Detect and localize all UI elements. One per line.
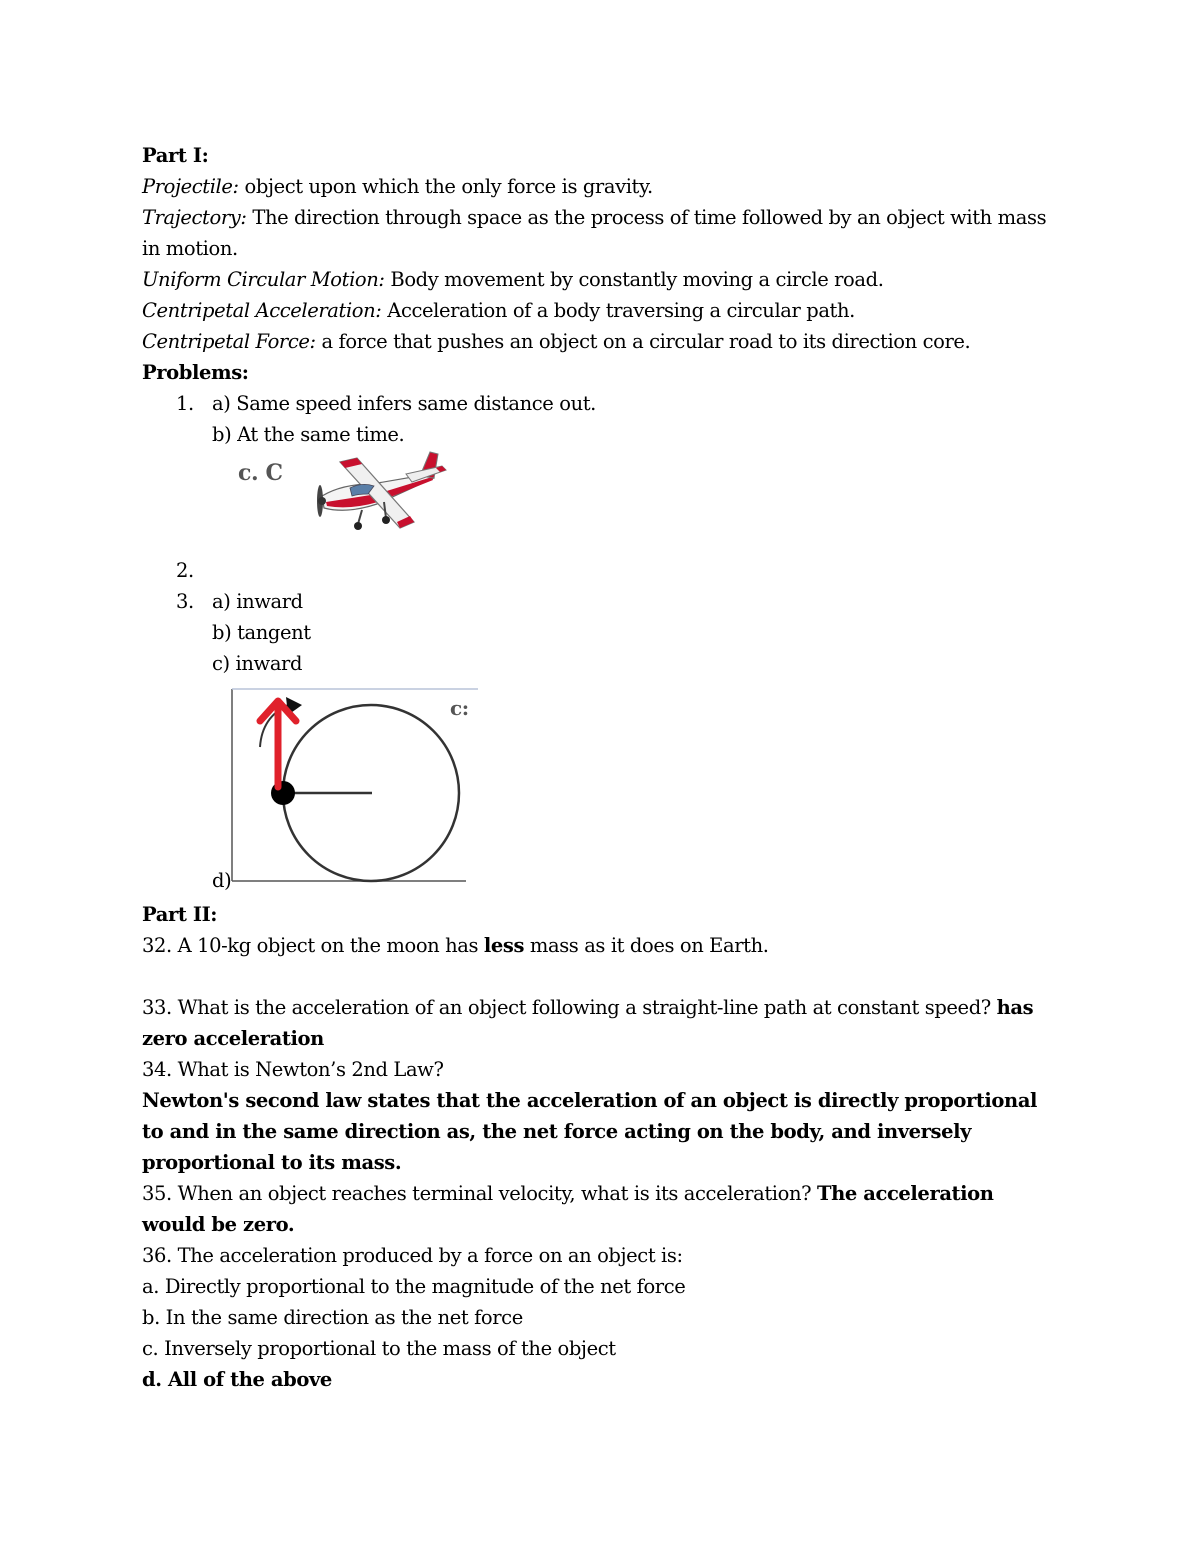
- list-number: 3.: [176, 590, 194, 613]
- definition-text: a force that pushes an object on a circular road to its direction core.: [315, 330, 971, 353]
- airplane-image: [302, 444, 452, 539]
- question-text: 33. What is the acceleration of an object following a straight-line path at constant speed?: [142, 996, 997, 1019]
- problem-3-d-figure: [142, 679, 1062, 899]
- corner-label: c:: [450, 696, 469, 720]
- definition-centripetal-force: [142, 326, 1062, 357]
- definition-trajectory: [142, 202, 1062, 264]
- question-text: 35. When an object reaches terminal velocity, what is its acceleration?: [142, 1182, 817, 1205]
- problem-3: [142, 586, 1062, 617]
- answer-d: d): [212, 869, 232, 892]
- definition-text: object upon which the only force is gravity.: [238, 175, 653, 198]
- answer-b: b) tangent: [212, 621, 311, 644]
- definition-uniform-circular-motion: [142, 264, 1062, 295]
- problem-1-b: [142, 419, 1062, 450]
- question-32: [142, 930, 1062, 961]
- question-33: [142, 992, 1062, 1054]
- term: Uniform Circular Motion:: [142, 268, 385, 291]
- term: Trajectory:: [142, 206, 247, 229]
- term: Centripetal Force:: [142, 330, 316, 353]
- definition-text: Body movement by constantly moving a circle road.: [384, 268, 884, 291]
- term: Centripetal Acceleration:: [142, 299, 382, 322]
- blank-line: [142, 961, 1062, 992]
- circular-motion-diagram: [210, 675, 485, 887]
- part1-title: Part I:: [142, 144, 209, 167]
- problems-title: Problems:: [142, 361, 249, 384]
- problem-1-c-figure: [142, 450, 1062, 555]
- answer-b: b) At the same time.: [212, 423, 405, 446]
- list-number: 1.: [176, 392, 194, 415]
- option-b: b. In the same direction as the net force: [142, 1306, 523, 1329]
- term: Projectile:: [142, 175, 239, 198]
- option-c: c. Inversely proportional to the mass of the object: [142, 1337, 616, 1360]
- definition-text: The direction through space as the process of time followed by an object with mass in motion.: [142, 206, 1047, 260]
- answer-text: less: [483, 934, 525, 957]
- list-number: 2.: [176, 559, 194, 582]
- question-35: [142, 1178, 1062, 1240]
- answer-c: c) inward: [212, 652, 303, 675]
- problem-3-b: [142, 617, 1062, 648]
- figure-label: c. C: [238, 460, 283, 486]
- definition-centripetal-acceleration: [142, 295, 1062, 326]
- answer-text: The acceleration would be zero.: [142, 1182, 994, 1236]
- answer-a: a) Same speed infers same distance out.: [212, 392, 596, 415]
- part2-title: Part II:: [142, 903, 218, 926]
- option-d-answer: d. All of the above: [142, 1368, 332, 1391]
- answer-text: has zero acceleration: [142, 996, 1034, 1050]
- answer-a: a) inward: [212, 590, 303, 613]
- definition-text: Acceleration of a body traversing a circular path.: [381, 299, 855, 322]
- problem-2: [142, 555, 1062, 586]
- question-text: 32. A 10-kg object on the moon has: [142, 934, 484, 957]
- question-36: 36. The acceleration produced by a force on an object is:: [142, 1244, 683, 1267]
- definition-projectile: [142, 171, 1062, 202]
- document-body: [142, 140, 1062, 1395]
- answer-34: Newton's second law states that the acceleration of an object is directly proportional to and in the same direction as, the net force acting on the body, and inversely proportional to its mass.: [142, 1089, 1038, 1174]
- question-34: 34. What is Newton’s 2nd Law?: [142, 1058, 444, 1081]
- question-text-end: mass as it does on Earth.: [524, 934, 769, 957]
- option-a: a. Directly proportional to the magnitude of the net force: [142, 1275, 686, 1298]
- problem-1: [142, 388, 1062, 419]
